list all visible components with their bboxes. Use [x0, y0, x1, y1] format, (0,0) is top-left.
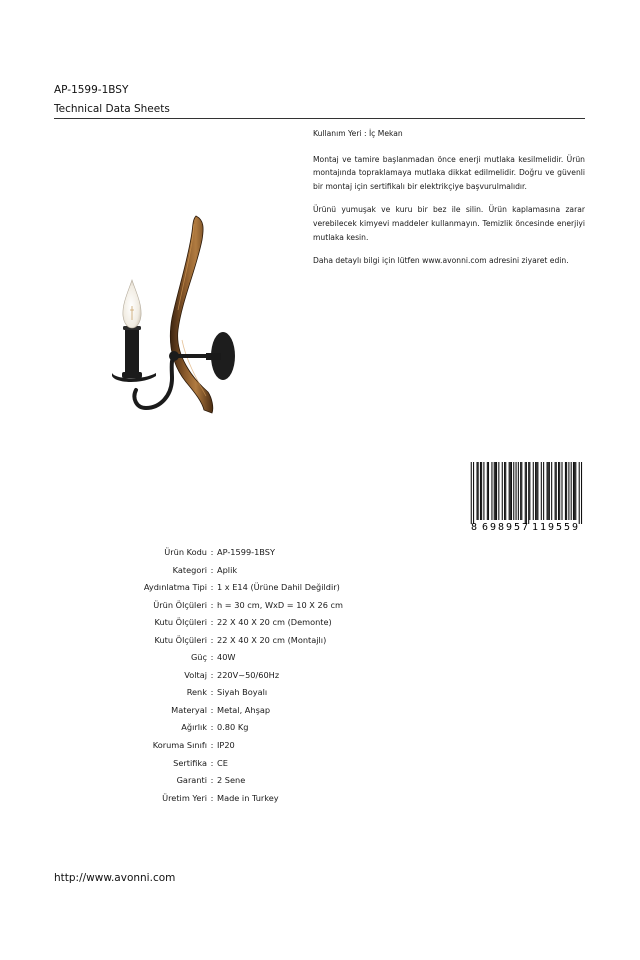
barcode-bar [581, 462, 582, 524]
spec-label: Kutu Ölçüleri [154, 634, 207, 645]
document-subtitle: Technical Data Sheets [54, 103, 170, 115]
spec-separator: : [210, 547, 214, 557]
spec-row [54, 738, 585, 756]
spec-row [54, 633, 585, 651]
barcode-bar [496, 462, 497, 520]
barcode-bar [516, 462, 517, 520]
spec-row [54, 756, 585, 774]
spec-label: Üretim Yeri [162, 792, 207, 803]
spec-row [54, 685, 585, 703]
barcode-bar [509, 462, 510, 520]
spec-separator: : [210, 722, 214, 733]
spec-value: 22 X 40 X 20 cm (Demonte) [217, 617, 332, 628]
spec-value: h = 30 cm, WxD = 10 X 26 cm [217, 599, 343, 610]
barcode-bar [579, 462, 580, 524]
spec-label: Koruma Sınıfı [152, 740, 207, 751]
barcode-bar [549, 462, 550, 520]
spec-value: IP20 [217, 740, 235, 751]
spec-value: CE [217, 757, 228, 768]
cleaning-paragraph: Ürünü yumuşak ve kuru bir bez ile silin. Ürün kaplamasına zarar verebilecek kimyevi maddeler kullanmayın. Temizlik öncesinde enerjiyi mutlaka kesin. [313, 205, 585, 242]
barcode-bar [561, 462, 562, 520]
spec-row [54, 773, 585, 791]
spec-row [54, 598, 585, 616]
spec-label: Güç [190, 652, 207, 663]
spec-value: 22 X 40 X 20 cm (Montajlı) [217, 634, 327, 645]
barcode-bar [529, 462, 530, 520]
spec-row [54, 668, 585, 686]
barcode-bar [535, 462, 536, 520]
barcode-bar [558, 462, 559, 520]
header-divider [54, 118, 585, 119]
spec-label: Ürün Ölçüleri [153, 599, 207, 610]
spec-label: Aydınlatma Tipi [143, 582, 207, 593]
spec-value: 220V~50/60Hz [217, 669, 280, 680]
barcode-bar [520, 462, 521, 520]
spec-separator: : [210, 792, 214, 803]
barcode-bar [575, 462, 576, 520]
barcode-bar [533, 462, 534, 520]
barcode-bar [528, 462, 529, 524]
barcode-bar [505, 462, 506, 520]
barcode-bar [547, 462, 548, 520]
barcode-bar [511, 462, 512, 520]
spec-label: Kutu Ölçüleri [154, 617, 207, 628]
spec-row [54, 615, 585, 633]
barcode-first-digit: 8 [471, 522, 478, 532]
spec-value: Made in Turkey [217, 792, 279, 803]
spec-separator: : [210, 687, 214, 698]
barcode-bar [473, 462, 474, 524]
spec-row [54, 545, 585, 563]
candle-sleeve [125, 328, 139, 374]
barcode-bar [574, 462, 575, 520]
barcode-bar [471, 462, 472, 524]
spec-label: Garanti [176, 775, 207, 786]
barcode-bar [478, 462, 479, 520]
barcode-bar [537, 462, 538, 520]
spec-value: AP-1599-1BSY [217, 547, 275, 557]
barcode-bar [571, 462, 572, 520]
barcode-bar [494, 462, 495, 520]
barcode-bar [555, 462, 556, 520]
barcode-bar [481, 462, 482, 520]
barcode-bar [483, 462, 484, 520]
spec-label: Materyal [171, 704, 207, 715]
spec-separator: : [210, 704, 214, 715]
barcode-bar [573, 462, 574, 520]
spec-label: Ağırlık [181, 722, 207, 733]
spec-value: 1 x E14 (Ürüne Dahil Değildir) [217, 582, 340, 593]
spec-label: Kategori [172, 564, 207, 575]
barcode-bar [504, 462, 505, 520]
spec-value: Aplik [217, 564, 238, 575]
barcode-bar [491, 462, 492, 520]
barcode-bar [513, 462, 514, 520]
product-code-heading: AP-1599-1BSY [54, 84, 129, 96]
barcode-bar [502, 462, 503, 520]
barcode-bar [525, 462, 526, 524]
usage-location: Kullanım Yeri : İç Mekan [313, 129, 403, 138]
spec-value: Siyah Boyalı [217, 687, 268, 698]
spec-separator: : [210, 564, 214, 575]
spec-label: Voltaj [184, 669, 207, 680]
barcode-bar [518, 462, 519, 520]
spec-row [54, 791, 585, 809]
spec-value: 2 Sene [217, 775, 246, 786]
spec-separator: : [210, 582, 214, 593]
spec-separator: : [210, 775, 214, 786]
barcode-bar [559, 462, 560, 520]
barcode-bar [476, 462, 477, 520]
barcode-bar [526, 462, 527, 524]
spec-separator: : [210, 617, 214, 628]
spec-row [54, 650, 585, 668]
spec-separator: : [210, 669, 214, 680]
barcode-bar [495, 462, 496, 520]
barcode-left-digits: 698957 [482, 522, 528, 532]
barcode [469, 462, 585, 532]
info-block [313, 127, 585, 278]
spec-value: Metal, Ahşap [217, 704, 271, 715]
spec-row [54, 720, 585, 738]
barcode-bar [568, 462, 569, 520]
spec-value: 40W [217, 652, 236, 663]
spec-value: 0.80 Kg [217, 722, 249, 733]
barcode-bar [480, 462, 481, 520]
barcode-bar [565, 462, 566, 520]
spec-separator: : [210, 599, 214, 610]
spec-separator: : [210, 634, 214, 645]
spec-label: Renk [186, 687, 207, 698]
candle-bulb [123, 280, 141, 328]
barcode-bar [521, 462, 522, 520]
spec-row [54, 563, 585, 581]
barcode-bar [556, 462, 557, 520]
barcode-right-digits: 119559 [532, 522, 578, 532]
spec-row [54, 703, 585, 721]
safety-paragraph: Montaj ve tamire başlanmadan önce enerji mutlaka kesilmelidir. Ürün montajında topraklamaya mutlaka dikkat edilmelidir. Doğru ve güvenli bir montaj için sertifikalı bir elektrikçiye başvurulmalıdır. [313, 154, 585, 191]
spec-label: Ürün Kodu [164, 547, 207, 557]
website-paragraph: Daha detaylı bilgi için lütfen www.avonni.com adresini ziyaret edin. [313, 256, 569, 266]
barcode-bar [487, 462, 488, 520]
barcode-bar [566, 462, 567, 520]
barcode-bar [510, 462, 511, 520]
barcode-bar [488, 462, 489, 520]
spec-separator: : [210, 740, 214, 751]
spec-separator: : [210, 757, 214, 768]
barcode-bar [551, 462, 552, 520]
barcode-bar [548, 462, 549, 520]
barcode-bar [536, 462, 537, 520]
spec-label: Sertifika [173, 757, 207, 768]
spec-row [54, 580, 585, 598]
spec-separator: : [210, 652, 214, 663]
footer-url[interactable]: http://www.avonni.com [54, 872, 176, 884]
spec-table [54, 545, 585, 808]
product-image [100, 210, 250, 425]
barcode-bar [543, 462, 544, 520]
barcode-bar [541, 462, 542, 520]
barcode-bar [498, 462, 499, 520]
